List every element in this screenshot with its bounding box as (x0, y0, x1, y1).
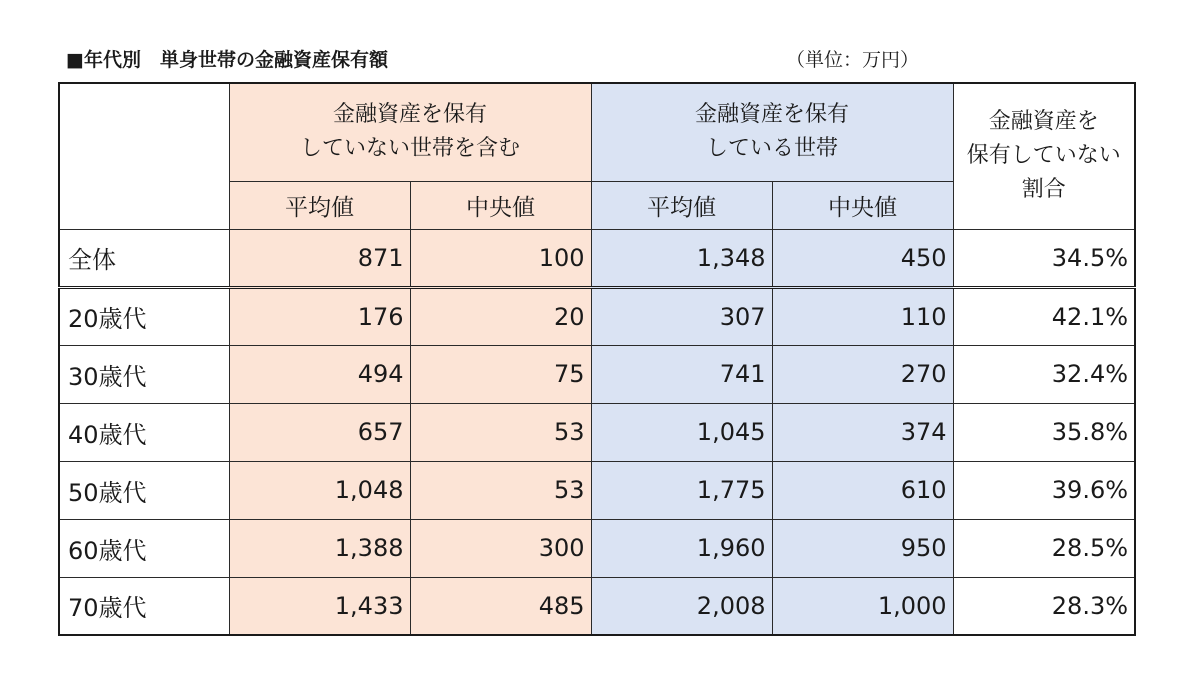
cell-average-all: 494 (229, 345, 410, 403)
cell-average-all: 1,433 (229, 577, 410, 635)
cell-median-all: 100 (410, 229, 591, 287)
table-row (59, 229, 1135, 287)
row-label: 70歳代 (59, 577, 229, 635)
cell-average-all: 1,388 (229, 519, 410, 577)
cell-average-all: 176 (229, 287, 410, 345)
row-label: 全体 (59, 229, 229, 287)
cell-median-holders: 374 (772, 403, 953, 461)
table-row (59, 519, 1135, 577)
table-header-row (59, 83, 1135, 181)
cell-median-all: 75 (410, 345, 591, 403)
header-group-including-non-holders (229, 83, 591, 181)
cell-median-all: 485 (410, 577, 591, 635)
subheader-median-holders: 中央値 (772, 181, 953, 229)
header-non-holding-ratio (953, 83, 1135, 229)
cell-median-holders: 610 (772, 461, 953, 519)
cell-non-holding-ratio: 32.4% (953, 345, 1135, 403)
row-label: 20歳代 (59, 287, 229, 345)
cell-average-holders: 1,775 (591, 461, 772, 519)
asset-table (58, 82, 1136, 636)
cell-average-all: 1,048 (229, 461, 410, 519)
header-group-including-non-holders-line1: 金融資産を保有 (333, 102, 488, 128)
table-row (59, 577, 1135, 635)
cell-median-holders: 1,000 (772, 577, 953, 635)
header-non-holding-ratio-line1: 金融資産を (988, 109, 1099, 135)
cell-median-all: 53 (410, 403, 591, 461)
header-non-holding-ratio-line3: 割合 (1021, 177, 1066, 203)
cell-non-holding-ratio: 28.3% (953, 577, 1135, 635)
table-row (59, 403, 1135, 461)
cell-average-all: 871 (229, 229, 410, 287)
row-label: 30歳代 (59, 345, 229, 403)
cell-median-holders: 950 (772, 519, 953, 577)
cell-average-holders: 2,008 (591, 577, 772, 635)
header-group-including-non-holders-line2: していない世帯を含む (300, 136, 521, 162)
row-label: 50歳代 (59, 461, 229, 519)
header-non-holding-ratio-line2: 保有していない (966, 143, 1121, 169)
cell-median-all: 300 (410, 519, 591, 577)
header-group-holders (591, 83, 953, 181)
cell-median-all: 20 (410, 287, 591, 345)
subheader-median-all: 中央値 (410, 181, 591, 229)
cell-non-holding-ratio: 35.8% (953, 403, 1135, 461)
page-title: ■年代別 単身世帯の金融資産保有額 (66, 49, 388, 71)
subheader-average-holders: 平均値 (591, 181, 772, 229)
row-label: 40歳代 (59, 403, 229, 461)
row-label: 60歳代 (59, 519, 229, 577)
table-row (59, 287, 1135, 345)
cell-average-holders: 307 (591, 287, 772, 345)
cell-median-holders: 450 (772, 229, 953, 287)
title-row (66, 44, 1134, 76)
cell-non-holding-ratio: 39.6% (953, 461, 1135, 519)
subheader-average-all: 平均値 (229, 181, 410, 229)
header-group-holders-line2: している世帯 (706, 136, 839, 162)
cell-average-holders: 741 (591, 345, 772, 403)
cell-average-holders: 1,045 (591, 403, 772, 461)
corner-cell (59, 83, 229, 229)
table-row (59, 345, 1135, 403)
cell-non-holding-ratio: 28.5% (953, 519, 1135, 577)
cell-average-holders: 1,348 (591, 229, 772, 287)
cell-median-holders: 110 (772, 287, 953, 345)
cell-non-holding-ratio: 34.5% (953, 229, 1135, 287)
cell-non-holding-ratio: 42.1% (953, 287, 1135, 345)
header-group-holders-line1: 金融資産を保有 (695, 102, 850, 128)
cell-median-holders: 270 (772, 345, 953, 403)
cell-average-all: 657 (229, 403, 410, 461)
unit-label: （単位：万円） (786, 49, 920, 71)
cell-average-holders: 1,960 (591, 519, 772, 577)
table-row (59, 461, 1135, 519)
cell-median-all: 53 (410, 461, 591, 519)
